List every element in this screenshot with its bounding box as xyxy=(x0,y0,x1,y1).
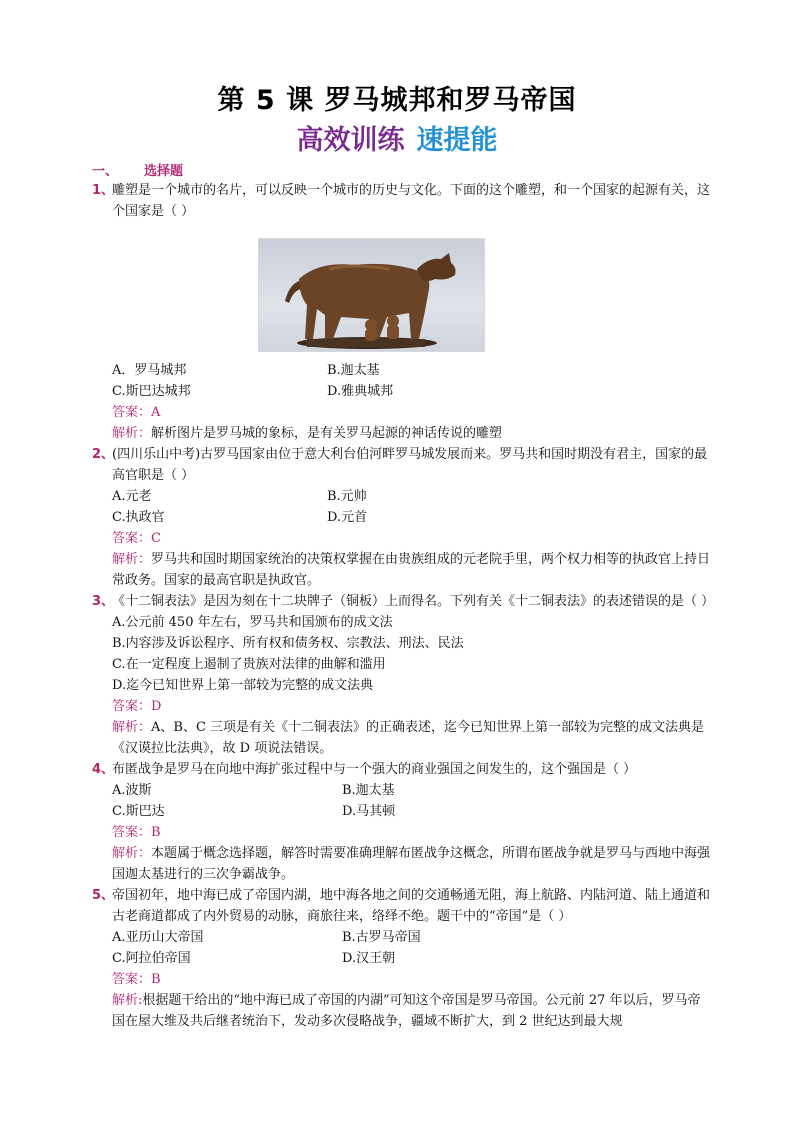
subtitle-part-b: 速提能 xyxy=(416,125,498,156)
option-d: D.马其顿 xyxy=(342,804,396,819)
page-subtitle xyxy=(0,118,794,157)
analysis xyxy=(112,717,712,759)
options xyxy=(112,780,712,822)
question-list xyxy=(92,180,715,1032)
option-b: B.迦太基 xyxy=(327,363,380,378)
question-number: 3、 xyxy=(92,594,115,609)
option-c: C.斯巴达城邦 xyxy=(112,384,191,399)
option-d: D.雅典城邦 xyxy=(327,384,394,399)
option-b: B.古罗马帝国 xyxy=(342,930,421,945)
question-stem: (四川乐山中考)古罗马国家由位于意大利台伯河畔罗马城发展而来。罗马共和国时期没有君主，国家的最高官职是（ ） xyxy=(112,447,708,483)
analysis-label: 解析： xyxy=(112,720,152,735)
question-4 xyxy=(92,759,712,885)
question-number: 1、 xyxy=(92,183,115,198)
option-d: D.元首 xyxy=(327,510,368,525)
sculpture-drawing xyxy=(259,239,484,351)
subtitle-part-a: 高效训练 xyxy=(296,125,405,156)
options xyxy=(112,486,712,528)
question-number: 2、 xyxy=(92,447,115,462)
analysis xyxy=(112,990,712,1032)
section-number: 一、 xyxy=(92,164,119,179)
analysis xyxy=(112,843,712,885)
question-stem: 《十二铜表法》是因为刻在十二块牌子（铜板）上而得名。下列有关《十二铜表法》的表述错误的是（ ） xyxy=(112,594,715,609)
option-b: B.元帅 xyxy=(327,489,367,504)
she-wolf-sculpture-image xyxy=(258,238,485,352)
option-a: A.波斯 xyxy=(112,783,152,798)
question-number: 5、 xyxy=(92,888,115,903)
question-5 xyxy=(92,885,712,1032)
analysis xyxy=(112,549,712,591)
question-2 xyxy=(92,444,712,591)
option-c: C.在一定程度上遏制了贵族对法律的曲解和滥用 xyxy=(112,657,386,672)
analysis-text: 根据题干给出的“地中海已成了帝国的内湖”可知这个帝国是罗马帝国。公元前 27 年以后，罗马帝国在屋大维及共后继者统治下，发动多次侵略战争，疆域不断扩大，到 2 世纪达到最大规 xyxy=(112,993,701,1029)
question-stem: 雕塑是一个城市的名片，可以反映一个城市的历史与文化。下面的这个雕塑，和一个国家的起源有关，这个国家是（ ） xyxy=(112,183,711,219)
option-b: B.迦太基 xyxy=(342,783,395,798)
analysis-text: 罗马共和国时期国家统治的决策权掌握在由贵族组成的元老院手里，两个权力相等的执政官上持日常政务。国家的最高官职是执政官。 xyxy=(112,552,711,588)
option-a: A．罗马城邦 xyxy=(112,363,187,378)
option-a: A.元老 xyxy=(112,489,152,504)
analysis xyxy=(112,423,712,444)
answer: 答案：D xyxy=(112,699,162,714)
option-b: B.内容涉及诉讼程序、所有权和债务权、宗教法、刑法、民法 xyxy=(112,636,464,651)
option-c: C.斯巴达 xyxy=(112,804,165,819)
question-stem: 帝国初年，地中海已成了帝国内湖，地中海各地之间的交通畅通无阻，海上航路、内陆河道、陆上通道和古老商道都成了内外贸易的动脉，商旅往来，络绎不绝。题干中的“帝国”是（ ） xyxy=(112,888,711,924)
analysis-label: 解析： xyxy=(112,426,152,441)
question-number: 4、 xyxy=(92,762,115,777)
options xyxy=(112,927,712,969)
option-c: C.执政官 xyxy=(112,510,165,525)
section-label: 选择题 xyxy=(144,164,184,179)
option-a: A.公元前 450 年左右，罗马共和国颁布的成文法 xyxy=(112,615,393,630)
option-d: D.迄今已知世界上第一部较为完整的成文法典 xyxy=(112,678,374,693)
section-heading xyxy=(92,160,183,179)
analysis-text: 本题属于概念选择题，解答时需要准确理解布匿战争这概念，所谓布匿战争就是罗马与西地中海强国迦太基进行的三次争霸战争。 xyxy=(112,846,711,882)
answer: 答案：B xyxy=(112,825,161,840)
analysis-label: 解析： xyxy=(112,552,152,567)
option-d: D.汉王朝 xyxy=(342,951,396,966)
option-a: A.亚历山大帝国 xyxy=(112,930,204,945)
answer: 答案：B xyxy=(112,972,161,987)
analysis-label: 解析： xyxy=(112,846,152,861)
option-c: C.阿拉伯帝国 xyxy=(112,951,191,966)
analysis-text: 解析图片是罗马城的象标，是有关罗马起源的神话传说的雕塑 xyxy=(151,426,503,441)
question-1 xyxy=(92,180,712,444)
page-title: 第 5 课 罗马城邦和罗马帝国 xyxy=(217,85,577,116)
answer: 答案：C xyxy=(112,531,161,546)
analysis-label: 解析: xyxy=(112,993,143,1008)
analysis-text: A、B、C 三项是有关《十二铜表法》的正确表述，迄今已知世界上第一部较为完整的成文法典是《汉谟拉比法典》，故 D 项说法错误。 xyxy=(112,720,705,756)
question-3 xyxy=(92,591,715,759)
options xyxy=(112,360,712,402)
answer: 答案：A xyxy=(112,405,161,420)
question-stem: 布匿战争是罗马在向地中海扩张过程中与一个强大的商业强国之间发生的，这个强国是（ ） xyxy=(112,762,637,777)
